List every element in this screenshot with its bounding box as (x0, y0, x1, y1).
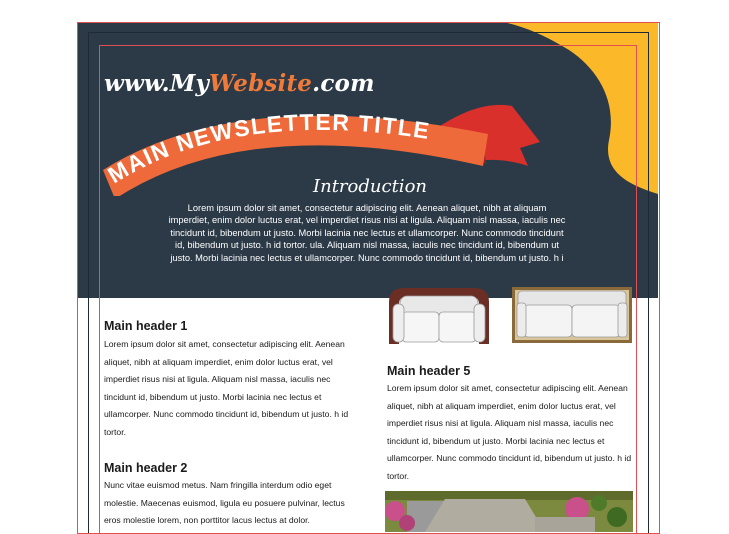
section-1-body: Lorem ipsum dolor sit amet, consectetur adipiscing elit. Aenean aliquet, nibh at aliquam imperdiet, enim dolor luctus erat, vel imperdiet risus nisi at ligula. Aliquam nisl massa, iaculis nec tincidunt id, bibendum ut justo. Morbi lacinia nec lectus et ullamcorper. Nunc commodo tincidunt id, bibendum ut justo. h id tortor. (104, 339, 349, 437)
loveseat-icon (510, 285, 634, 345)
website-prefix: www.My (104, 70, 210, 97)
main-header-2: Main header 2 (104, 461, 188, 475)
newsletter-title-text: MAIN NEWSLETTER TITLE (103, 108, 433, 189)
website-url (104, 70, 375, 97)
sofa-icon (384, 284, 494, 346)
main-header-1: Main header 1 (104, 319, 188, 333)
garden-plan-icon (385, 491, 633, 532)
intro-heading: Introduction (313, 176, 427, 197)
intro-body: Lorem ipsum dolor sit amet, consectetur adipiscing elit. Aenean aliquet, nibh at aliquam imperdiet, enim dolor luctus erat, vel imperdiet risus nisi at ligula. Aliquam nisl massa, iaculis nec tincidunt id, bibendum ut justo. Morbi lacinia nec lectus et ullamcorper. Nunc commodo tincidunt id, bibendum ut justo. h id tortor. ula. Aliquam nisl massa, iaculis nec tincidunt id, bibendum ut justo. Morbi lacinia nec lectus et ullamcorper. Nunc commodo tincidunt id, bibendum ut justo. h i (168, 203, 566, 263)
main-header-5: Main header 5 (387, 364, 471, 378)
section-5-body: Lorem ipsum dolor sit amet, consectetur adipiscing elit. Aenean aliquet, nibh at aliquam imperdiet, enim dolor luctus erat, vel imperdiet risus nisi at ligula. Aliquam nisl massa, iaculis nec tincidunt id, bibendum ut justo. Morbi lacinia nec lectus et ullamcorper. Nunc commodo tincidunt id, bibendum ut justo. h id tortor. (387, 383, 632, 481)
website-suffix: .com (312, 70, 375, 97)
website-accent: Website (209, 70, 313, 97)
section-2-body: Nunc vitae euismod metus. Nam fringilla interdum odio eget molestie. Maecenas euismod, ligula eu posuere pulvinar, lectus eros molestie lorem, non porttitor lacus lectus at dolor. (104, 480, 345, 526)
